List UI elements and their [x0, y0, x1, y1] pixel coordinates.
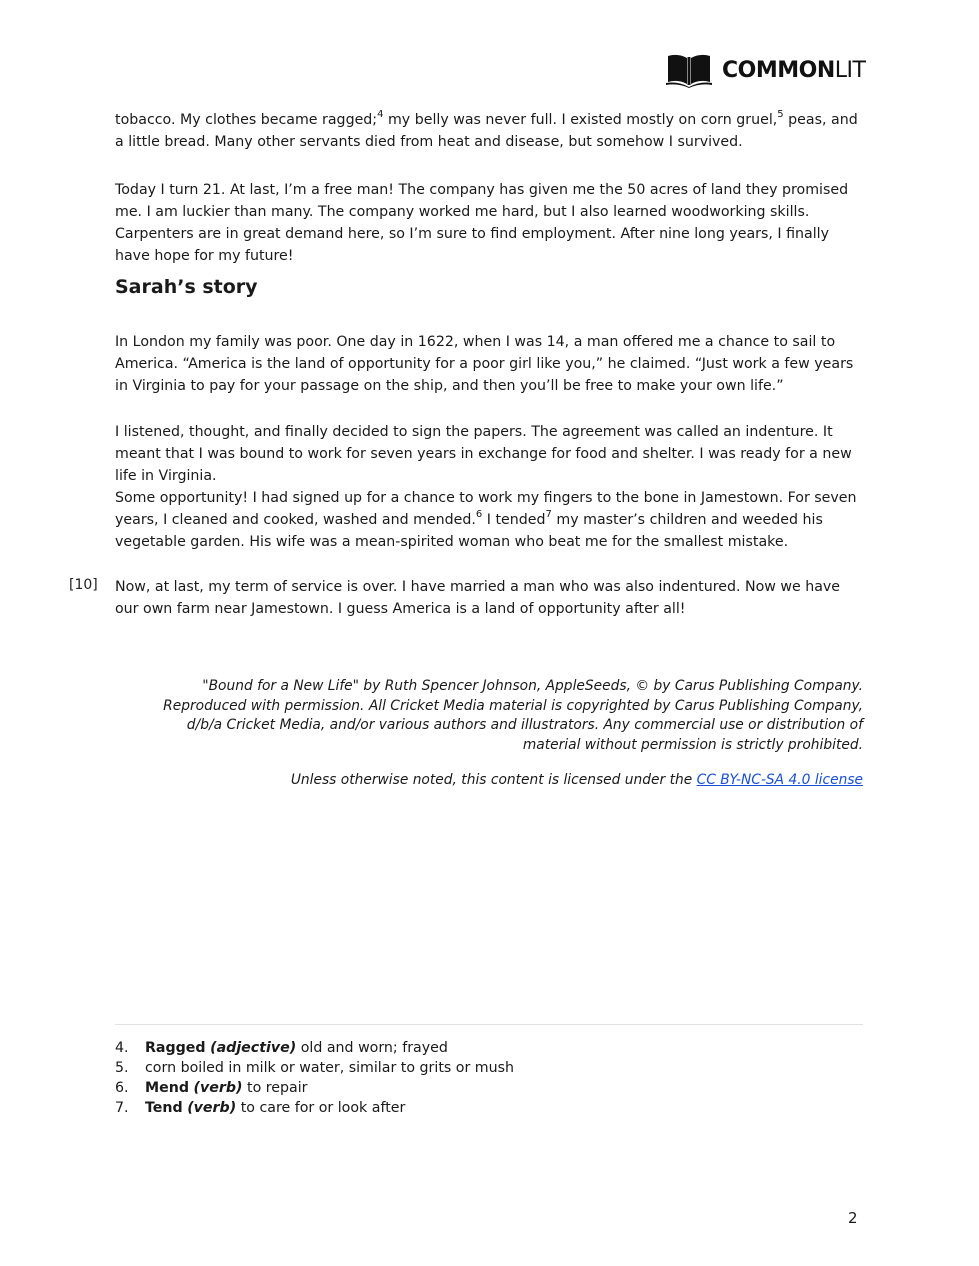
footnote-item: 5. corn boiled in milk or water, similar to grits or mush — [115, 1060, 515, 1076]
footnotes-list — [115, 1038, 514, 1118]
footnote-item: 4. Ragged (adjective) old and worn; frayed — [115, 1040, 448, 1056]
commonlit-logo — [666, 52, 865, 88]
section-heading: Sarah’s story — [115, 276, 258, 298]
paragraph: Now, at last, my term of service is over. I have married a man who was also indentured. Now we have our own farm near Jamestown. I guess America is a land of opportunity after all! — [115, 579, 841, 617]
footnote-item: 6. Mend (verb) to repair — [115, 1080, 308, 1096]
footnote-ref: 7 — [545, 509, 552, 521]
paragraph: Some opportunity! I had signed up for a chance to work my fingers to the bone in Jamestown. For seven years, I cleaned and cooked, washed and mended.$^6$ I tended$^7$ my master’s children and weeded his vegetable garden. His wife was a mean-spirited woman who beat me for the smallest mistake. — [115, 490, 857, 550]
paragraph: tobacco. My clothes became ragged;$^4$ my belly was never full. I existed mostly on corn gruel,$^5$ peas, and a little bread. Many other servants died from heat and disease, but somehow I survived. — [115, 109, 858, 150]
paragraph: Today I turn 21. At last, I’m a free man! The company has given me the 50 acres of land they promised me. I am luckier than many. The company worked me hard, but I also learned woodworking skills. Carpenters are in great demand here, so I’m sure to find employment. After nine long years, I finally have hope for my future! — [115, 182, 849, 264]
paragraph-number: [10] — [69, 577, 98, 593]
footnote-divider — [115, 1024, 863, 1025]
footnote-item: 7. Tend (verb) to care for or look after — [115, 1100, 406, 1116]
paragraph: I listened, thought, and finally decided to sign the papers. The agreement was called an indenture. It meant that I was bound to work for seven years in exchange for food and shelter. I was ready for a new life in Virginia. — [115, 424, 852, 484]
logo-text: COMMONLIT — [722, 57, 866, 83]
license-link[interactable]: CC BY-NC-SA 4.0 license — [696, 772, 863, 788]
footnote-ref: 6 — [475, 509, 483, 521]
footnote-ref: 5 — [777, 109, 784, 121]
open-book-icon — [666, 52, 712, 88]
page-number: 2 — [848, 1209, 858, 1227]
license-line: Unless otherwise noted, this content is licensed under the CC BY-NC-SA 4.0 license — [290, 772, 863, 788]
source-credit: "Bound for a New Life" by Ruth Spencer Johnson, AppleSeeds, © by Carus Publishing Company. Reproduced with permission. All Cricket Media material is copyrighted by Carus Publishing Company, d/b/a Cricket Media, and/or various authors and illustrators. Any commercial use or distribution of material without permission is strictly prohibited. — [163, 678, 863, 753]
footnote-ref: 4 — [377, 109, 384, 121]
paragraph: In London my family was poor. One day in 1622, when I was 14, a man offered me a chance to sail to America. “America is the land of opportunity for a poor girl like you,” he claimed. “Just work a few years in Virginia to pay for your passage on the ship, and then you’ll be free to make your own life.” — [115, 334, 854, 394]
